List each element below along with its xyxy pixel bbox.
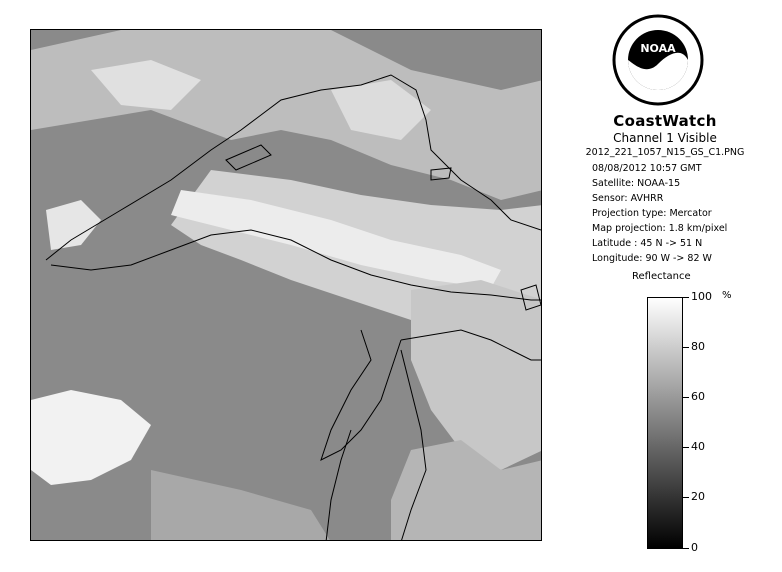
satellite-label: Satellite: NOAA-15 — [592, 178, 681, 189]
latitude-label: Latitude : 45 N -> 51 N — [592, 238, 703, 249]
map-projection-label: Map projection: 1.8 km/pixel — [592, 223, 728, 234]
colorbar-tick-label: 20 — [691, 490, 705, 503]
projection-label: Projection type: Mercator — [592, 208, 712, 219]
filename-label: 2012_221_1057_N15_GS_C1.PNG — [585, 147, 745, 158]
map-canvas — [31, 30, 542, 541]
colorbar-tick-label: 60 — [691, 390, 705, 403]
longitude-label: Longitude: 90 W -> 82 W — [592, 253, 712, 264]
legend-unit: % — [722, 290, 732, 301]
noaa-logo-graphic — [612, 14, 704, 106]
colorbar-tick — [683, 447, 689, 448]
reflectance-colorbar — [647, 297, 683, 549]
colorbar-tick — [683, 397, 689, 398]
noaa-logo — [612, 14, 704, 106]
legend-title: Reflectance — [632, 271, 691, 282]
datetime-label: 08/08/2012 10:57 GMT — [592, 163, 702, 174]
colorbar-tick — [683, 497, 689, 498]
colorbar-tick-label: 40 — [691, 440, 705, 453]
satellite-image-map — [30, 29, 542, 541]
app-title: CoastWatch — [613, 112, 717, 130]
colorbar-tick — [683, 548, 689, 549]
colorbar-tick — [683, 347, 689, 348]
colorbar-tick — [683, 297, 689, 298]
noaa-logo-text: NOAA — [640, 42, 676, 55]
channel-label: Channel 1 Visible — [613, 131, 717, 145]
colorbar-tick-label: 80 — [691, 340, 705, 353]
colorbar-tick-label: 100 — [691, 290, 712, 303]
info-panel — [560, 112, 770, 266]
colorbar-tick-label: 0 — [691, 541, 698, 554]
sensor-label: Sensor: AVHRR — [592, 193, 664, 204]
